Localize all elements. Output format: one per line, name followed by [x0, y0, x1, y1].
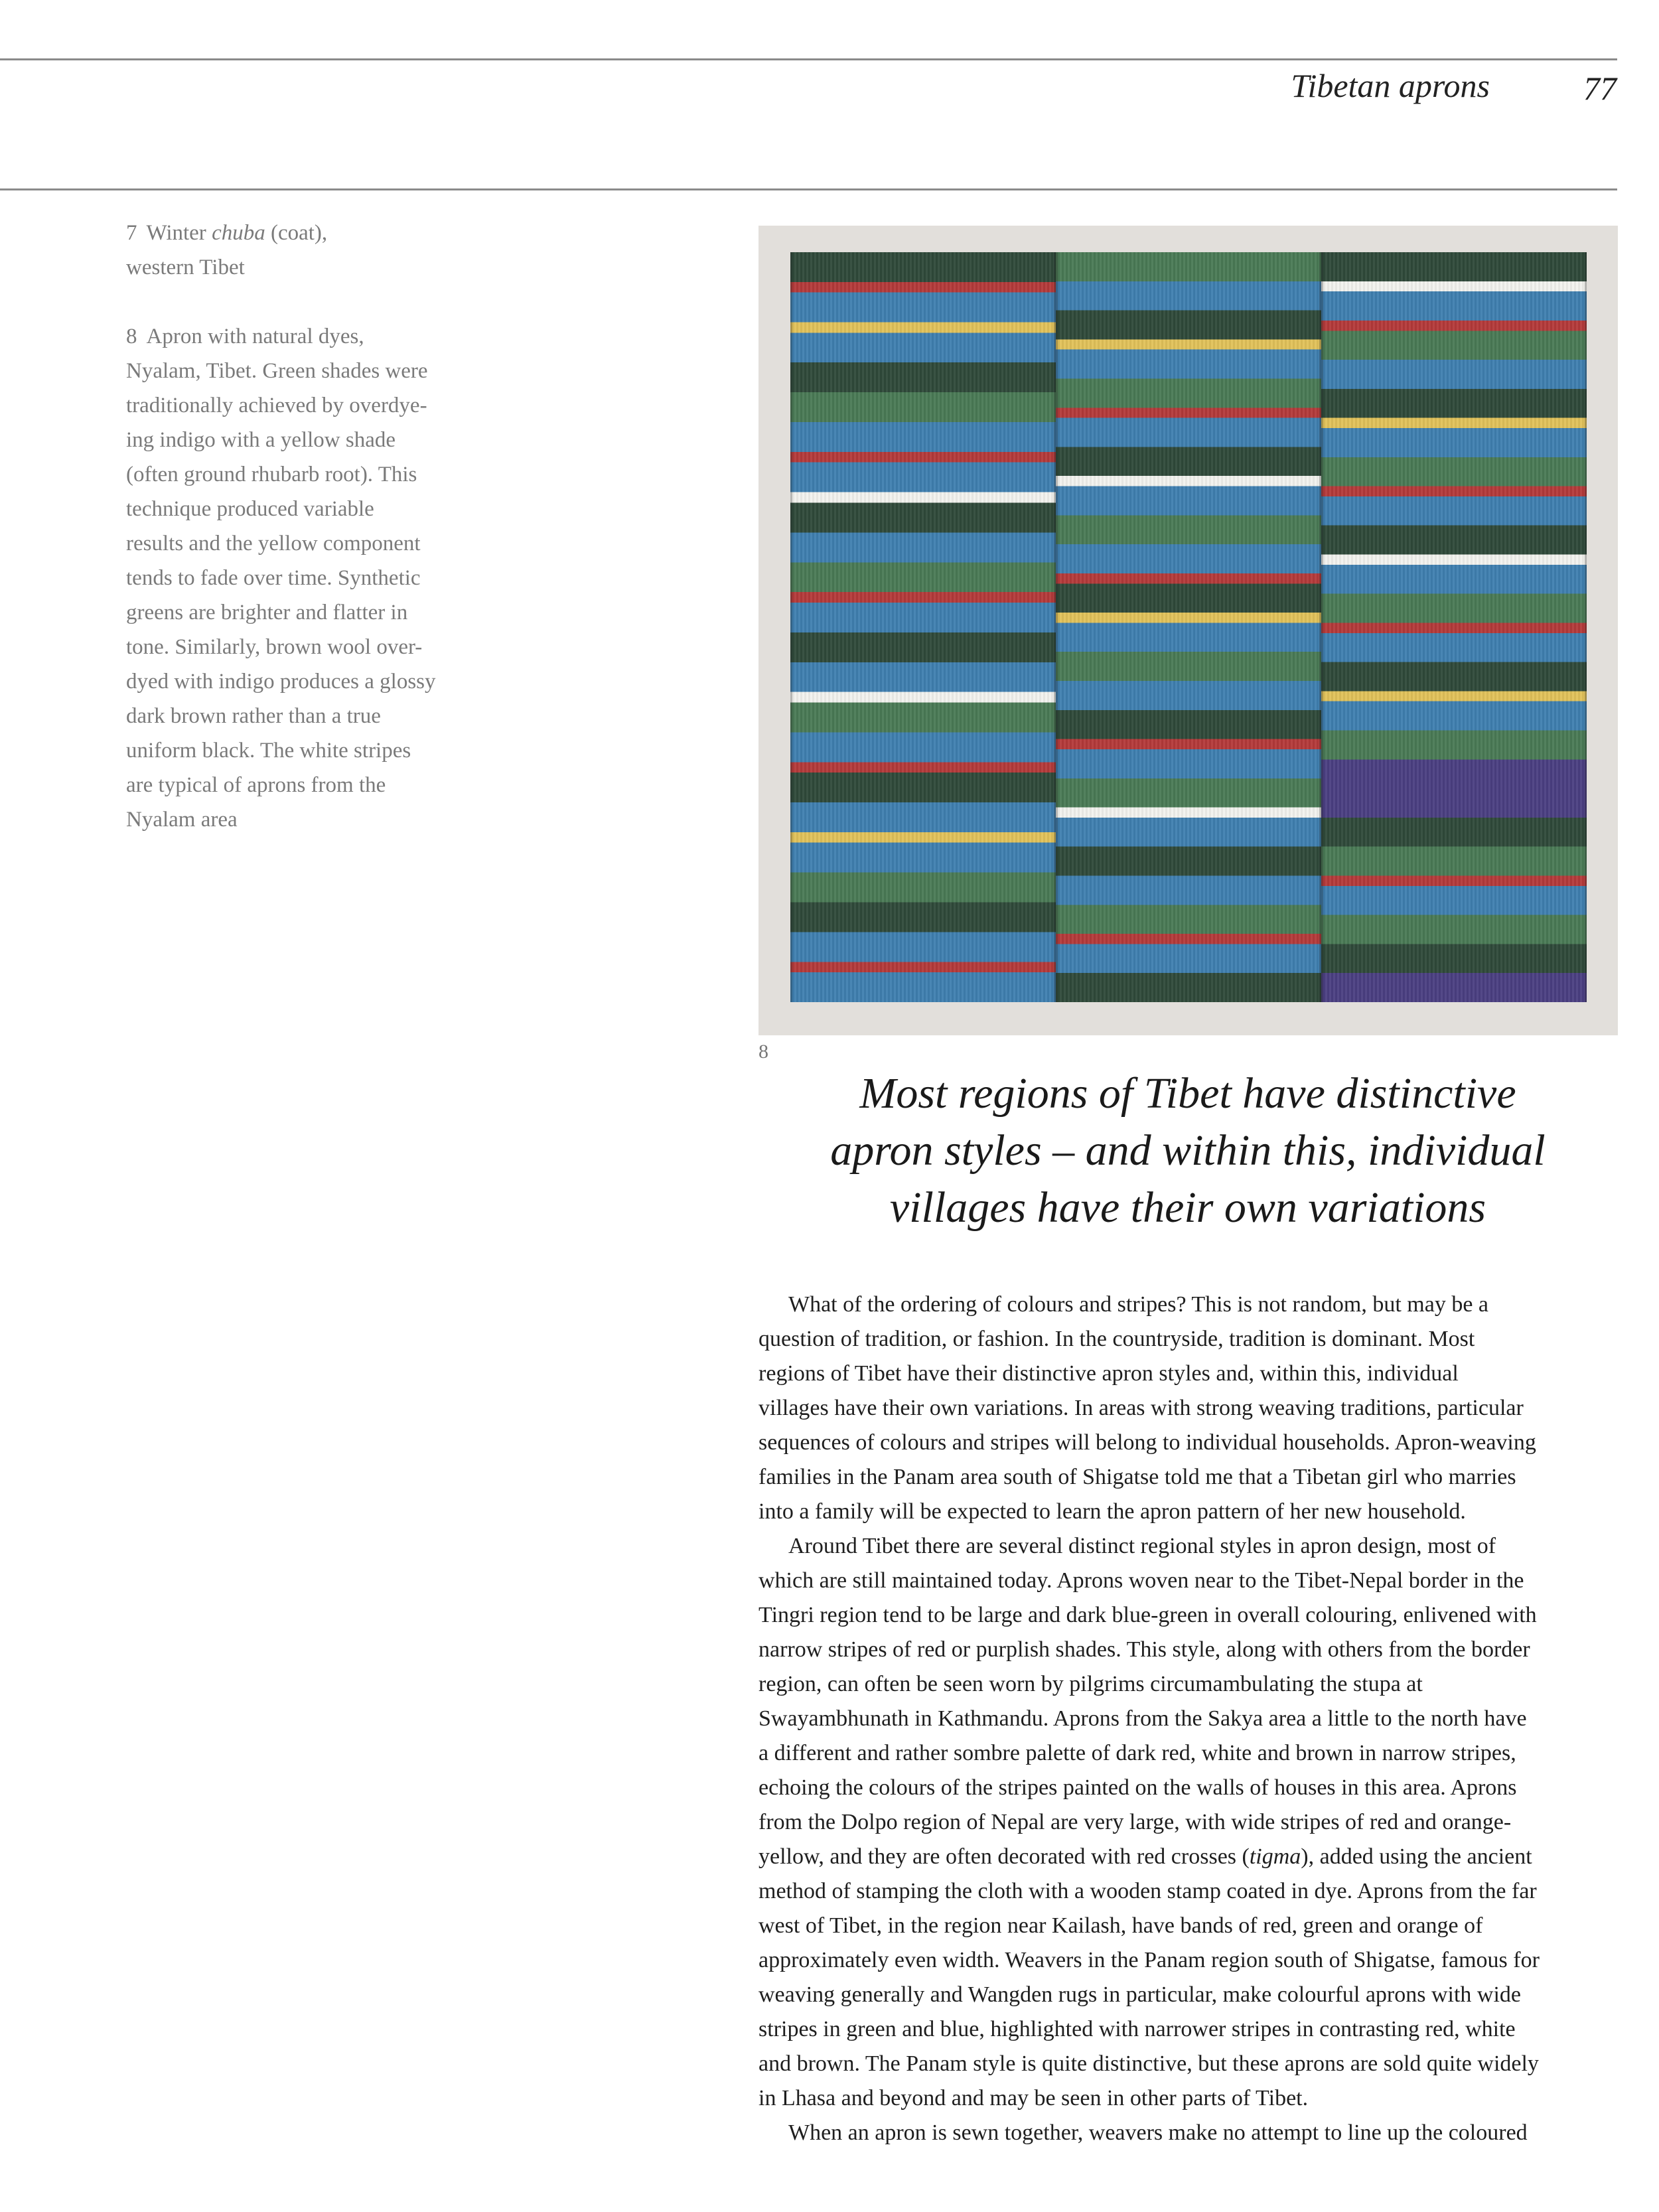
caption-line: results and the yellow component [126, 532, 421, 555]
body-text-line: Swayambhunath in Kathmandu. Aprons from the Sakya area a little to the north have [758, 1706, 1527, 1731]
body-text-line: villages have their own variations. In areas with strong weaving traditions, particular [758, 1396, 1524, 1420]
caption-line: Nyalam, Tibet. Green shades were [126, 359, 428, 383]
caption-line: are typical of aprons from the [126, 773, 386, 797]
caption-line: technique produced variable [126, 497, 374, 521]
apron-panel-right [1321, 252, 1587, 1002]
body-text-line: into a family will be expected to learn the apron pattern of her new household. [758, 1499, 1466, 1524]
running-head: Tibetan aprons [1291, 67, 1490, 104]
body-text-line: When an apron is sewn together, weavers make no attempt to line up the coloured [788, 2120, 1528, 2145]
caption-line: tends to fade over time. Synthetic [126, 566, 421, 590]
body-text-line: region, can often be seen worn by pilgrims circumambulating the stupa at [758, 1672, 1423, 1696]
body-text-line: from the Dolpo region of Nepal are very large, with wide stripes of red and orange- [758, 1810, 1512, 1834]
caption-number: 8 [126, 325, 137, 348]
body-text-line: weaving generally and Wangden rugs in particular, make colourful aprons with wide [758, 1982, 1522, 2007]
body-text-line: method of stamping the cloth with a wooden stamp coated in dye. Aprons from the far [758, 1879, 1537, 1903]
caption-text: Winter chuba (coat), [146, 221, 328, 245]
caption-line: dark brown rather than a true [126, 704, 381, 728]
pull-quote-line: Most regions of Tibet have distinctive [859, 1069, 1516, 1118]
body-text-line: stripes in green and blue, highlighted with narrower stripes in contrasting red, white [758, 2017, 1516, 2041]
apron-photo [758, 226, 1618, 1035]
caption-line: Nyalam area [126, 808, 238, 832]
caption-number: 7 [126, 221, 137, 245]
body-text-line: and brown. The Panam style is quite distinctive, but these aprons are sold quite widely [758, 2051, 1539, 2076]
body-text-line: narrow stripes of red or purplish shades. This style, along with others from the border [758, 1637, 1530, 1662]
body-text-line: west of Tibet, in the region near Kailash, have bands of red, green and orange of [758, 1913, 1483, 1938]
pull-quote-line: villages have their own variations [889, 1183, 1486, 1232]
top-rule [0, 58, 1617, 60]
caption-line: traditionally achieved by overdye- [126, 394, 427, 417]
body-text-line: a different and rather sombre palette of dark red, white and brown in narrow stripes, [758, 1741, 1516, 1765]
body-text-line: approximately even width. Weavers in the Panam region south of Shigatse, famous for [758, 1948, 1540, 1972]
body-text-line: in Lhasa and beyond and may be seen in other parts of Tibet. [758, 2086, 1309, 2110]
caption-8 [126, 319, 484, 837]
caption-line [126, 319, 484, 354]
body-text-line: sequences of colours and stripes will belong to individual households. Apron-weaving [758, 1430, 1536, 1455]
caption-7 [126, 216, 484, 285]
caption-line: western Tibet [126, 256, 245, 279]
body-text-line: which are still maintained today. Aprons woven near to the Tibet-Nepal border in the [758, 1568, 1524, 1593]
caption-line: dyed with indigo produces a glossy [126, 670, 436, 694]
caption-line: (often ground rhubarb root). This [126, 463, 417, 486]
body-text-line: yellow, and they are often decorated with red crosses (tigma), added using the ancient [758, 1844, 1532, 1869]
body-text-line: Tingri region tend to be large and dark blue-green in overall colouring, enlivened with [758, 1603, 1537, 1627]
page-number: 77 [1583, 70, 1617, 107]
pull-quote [770, 1065, 1606, 1236]
body-text [758, 1288, 1621, 2150]
header-bottom-rule [0, 188, 1617, 190]
caption-line [126, 216, 484, 250]
caption-line: greens are brighter and flatter in [126, 601, 408, 625]
body-text-line: families in the Panam area south of Shigatse told me that a Tibetan girl who marries [758, 1465, 1516, 1489]
caption-line: tone. Similarly, brown wool over- [126, 635, 423, 659]
caption-line: ing indigo with a yellow shade [126, 428, 396, 452]
caption-line: uniform black. The white stripes [126, 739, 411, 763]
captions-column [126, 216, 484, 871]
body-text-line: Around Tibet there are several distinct regional styles in apron design, most of [788, 1534, 1496, 1558]
body-text-line: question of tradition, or fashion. In the countryside, tradition is dominant. Most [758, 1327, 1475, 1351]
pull-quote-line: apron styles – and within this, individual [830, 1126, 1546, 1175]
figure-number: 8 [758, 1041, 768, 1063]
body-text-line: echoing the colours of the stripes painted on the walls of houses in this area. Aprons [758, 1775, 1517, 1800]
apron-panel-middle [1056, 252, 1321, 1002]
apron-textile [790, 252, 1587, 1002]
apron-panel-left [790, 252, 1056, 1002]
body-text-line: regions of Tibet have their distinctive apron styles and, within this, individual [758, 1361, 1459, 1386]
caption-text: Apron with natural dyes, [146, 325, 364, 348]
body-text-line: What of the ordering of colours and stripes? This is not random, but may be a [788, 1292, 1489, 1317]
